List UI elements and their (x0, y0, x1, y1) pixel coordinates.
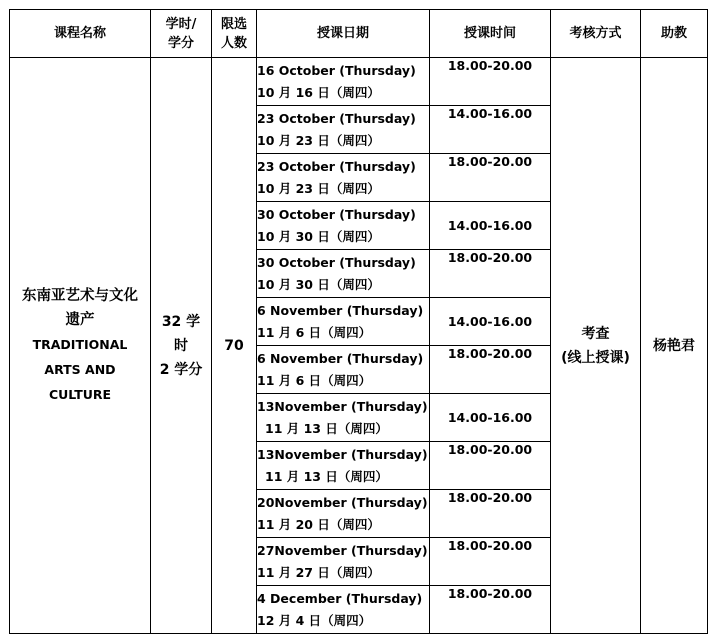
header-assessment: 考核方式 (551, 10, 641, 58)
session-time: 18.00-20.00 (430, 490, 551, 538)
session-time: 14.00-16.00 (430, 202, 551, 250)
table-row (10, 58, 708, 106)
assistant-cell: 杨艳君 (641, 58, 708, 634)
session-date: 13November (Thursday) 11 月 13 日（周四） (257, 394, 430, 442)
session-time: 18.00-20.00 (430, 442, 551, 490)
enrollment-limit-cell: 70 (212, 58, 257, 634)
session-time: 14.00-16.00 (430, 394, 551, 442)
course-name-en-line1: TRADITIONAL (32, 337, 128, 352)
session-date: 30 October (Thursday) 10 月 30 日（周四） (257, 250, 430, 298)
session-date: 13November (Thursday) 11 月 13 日（周四） (257, 442, 430, 490)
session-time: 18.00-20.00 (430, 346, 551, 394)
hours-credits-cell: 32 学 时 2 学分 (151, 58, 212, 634)
assessment-cell: 考查 (线上授课) (551, 58, 641, 634)
header-enrollment-limit: 限选 人数 (212, 10, 257, 58)
session-date: 30 October (Thursday) 10 月 30 日（周四） (257, 202, 430, 250)
session-time: 18.00-20.00 (430, 154, 551, 202)
session-time: 18.00-20.00 (430, 538, 551, 586)
session-date: 20November (Thursday) 11 月 20 日（周四） (257, 490, 430, 538)
header-class-date: 授课日期 (257, 10, 430, 58)
session-date: 16 October (Thursday) 10 月 16 日（周四） (257, 58, 430, 106)
session-time: 18.00-20.00 (430, 58, 551, 106)
session-time: 14.00-16.00 (430, 106, 551, 154)
session-date: 23 October (Thursday) 10 月 23 日（周四） (257, 106, 430, 154)
course-name-cn-line2: 遗产 (65, 312, 95, 328)
header-assistant: 助教 (641, 10, 708, 58)
header-class-time: 授课时间 (430, 10, 551, 58)
session-date: 27November (Thursday) 11 月 27 日（周四） (257, 538, 430, 586)
session-time: 14.00-16.00 (430, 298, 551, 346)
header-row (10, 10, 708, 58)
session-time: 18.00-20.00 (430, 586, 551, 634)
course-name-cell (10, 58, 151, 634)
session-date: 6 November (Thursday) 11 月 6 日（周四） (257, 298, 430, 346)
course-name-en-line3: CULTURE (48, 387, 112, 402)
course-name-en-line2: ARTS AND (44, 362, 116, 377)
course-schedule-table (9, 9, 708, 634)
header-hours-credits: 学时/ 学分 (151, 10, 212, 58)
session-date: 4 December (Thursday) 12 月 4 日（周四） (257, 586, 430, 634)
session-date: 6 November (Thursday) 11 月 6 日（周四） (257, 346, 430, 394)
session-date: 23 October (Thursday) 10 月 23 日（周四） (257, 154, 430, 202)
course-name-cn-line1: 东南亚艺术与文化 (22, 288, 138, 304)
session-time: 18.00-20.00 (430, 250, 551, 298)
header-course-name: 课程名称 (10, 10, 151, 58)
